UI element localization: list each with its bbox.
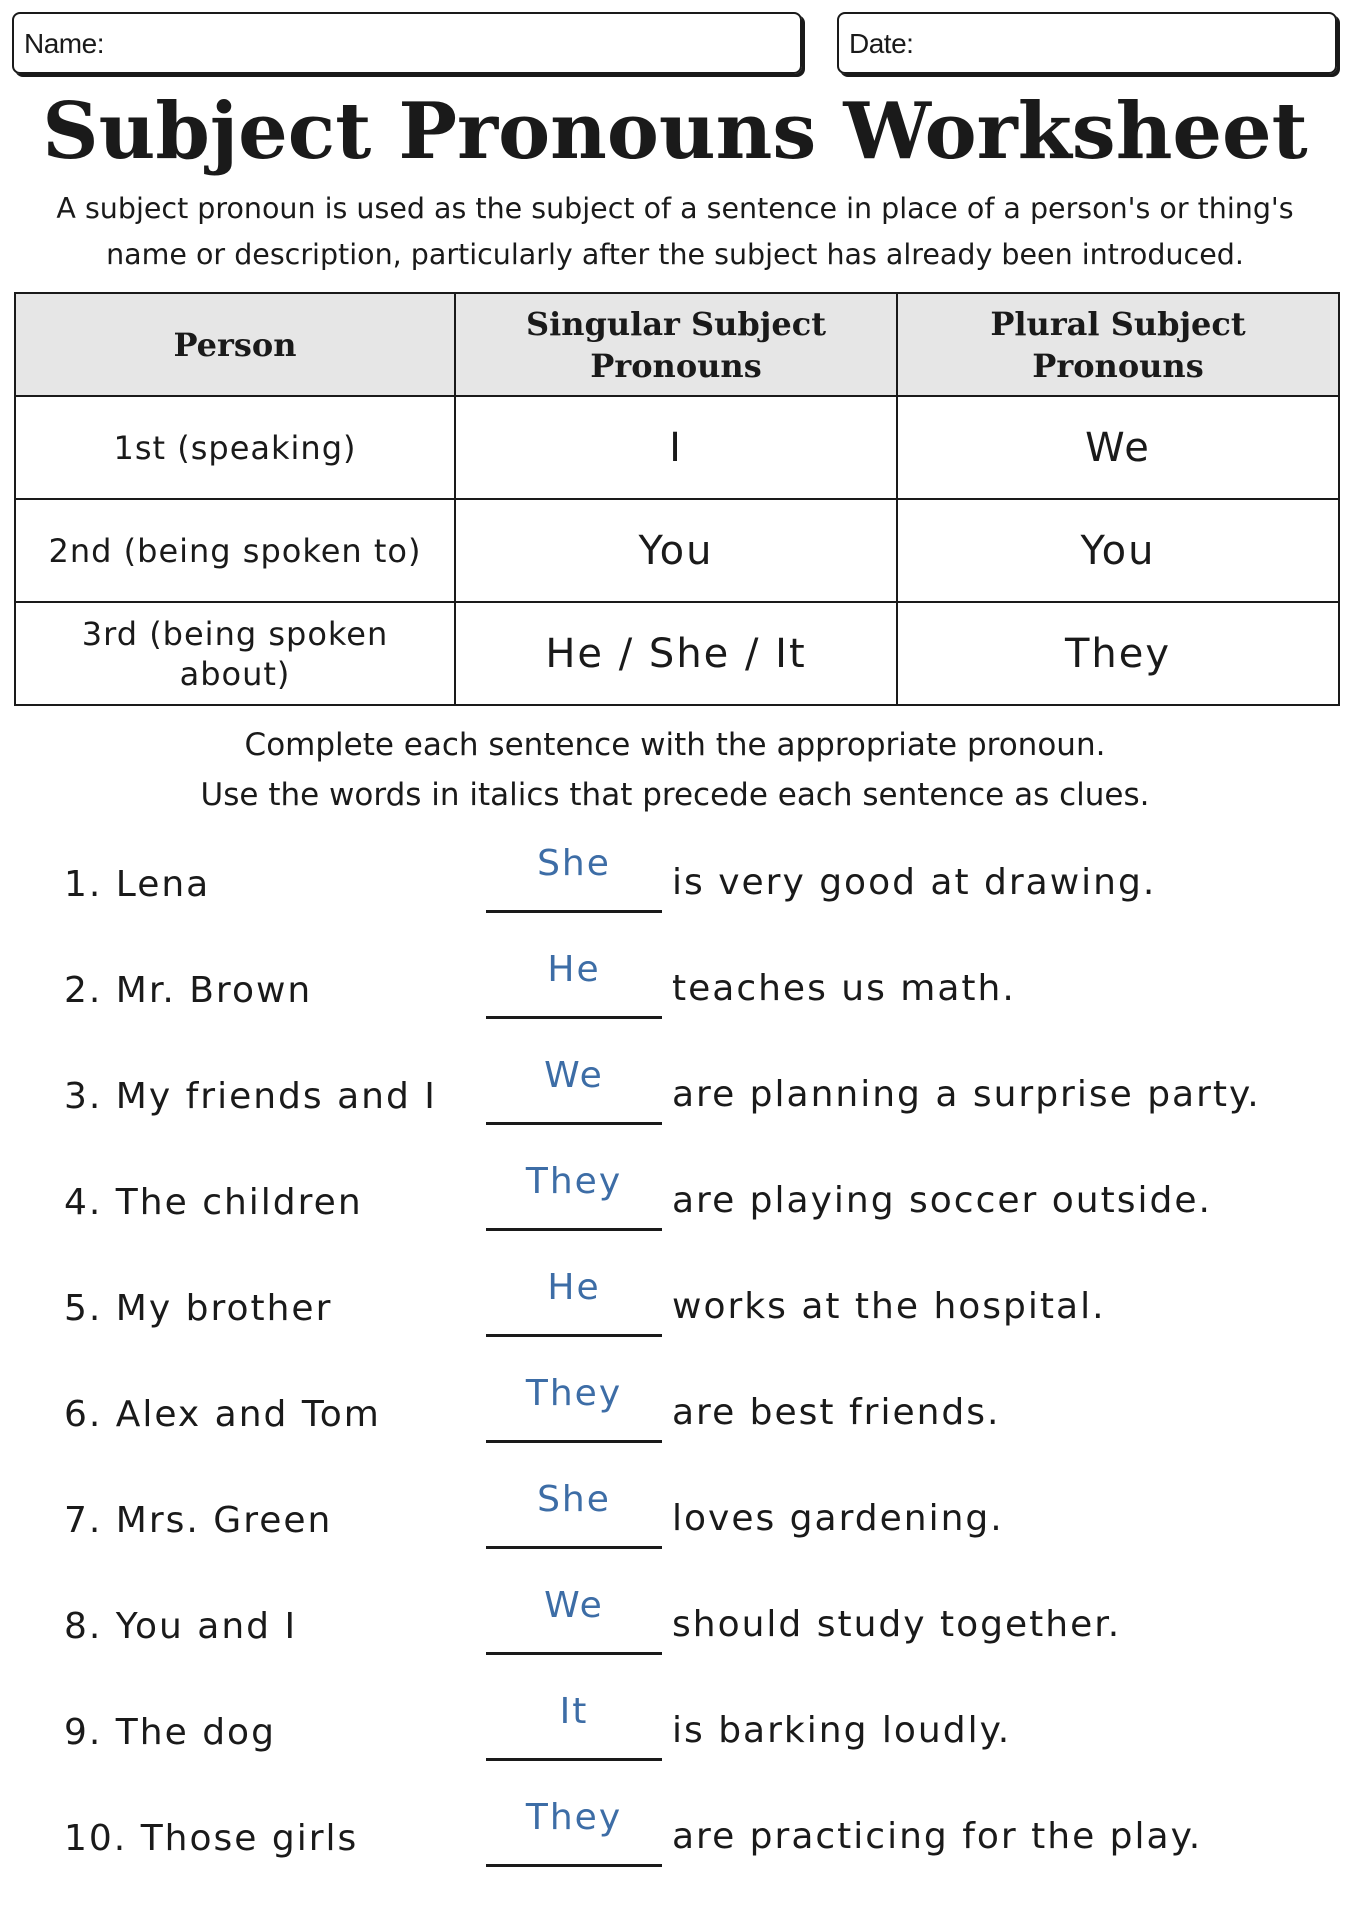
instructions-line-2: Use the words in italics that precede each sentence as clues.: [200, 777, 1150, 813]
instructions-line-1: Complete each sentence with the appropriate pronoun.: [244, 727, 1106, 763]
plural-cell: You: [897, 499, 1339, 602]
answer-text: We: [544, 1055, 604, 1096]
question-row: [0, 1373, 1350, 1488]
question-row: [0, 1691, 1350, 1806]
header-singular: Singular Subject Pronouns: [455, 293, 897, 396]
date-field[interactable]: [837, 12, 1337, 74]
answer-text: She: [537, 1479, 611, 1520]
answer-text: We: [544, 1585, 604, 1626]
question-clue: 10. Those girls: [64, 1818, 359, 1859]
answer-blank[interactable]: [486, 843, 662, 913]
question-row: [0, 1479, 1350, 1594]
sentence-rest: teaches us math.: [672, 968, 1016, 1009]
answer-text: They: [525, 1797, 623, 1838]
answer-blank[interactable]: [486, 1267, 662, 1337]
table-row: [15, 396, 1339, 499]
sentence-rest: loves gardening.: [672, 1498, 1004, 1539]
answer-blank[interactable]: [486, 1691, 662, 1761]
question-row: [0, 1797, 1350, 1912]
answer-text: He: [547, 1267, 601, 1308]
plural-cell: They: [897, 602, 1339, 705]
answer-blank[interactable]: [486, 1797, 662, 1867]
answer-blank[interactable]: [486, 1161, 662, 1231]
person-cell: 1st (speaking): [15, 396, 455, 499]
question-list: [0, 843, 1350, 1912]
question-clue: 5. My brother: [64, 1288, 333, 1329]
table-header-row: [15, 293, 1339, 396]
answer-blank[interactable]: [486, 1055, 662, 1125]
person-cell: 2nd (being spoken to): [15, 499, 455, 602]
answer-blank[interactable]: [486, 1479, 662, 1549]
date-label: Date:: [849, 28, 914, 59]
question-clue: 9. The dog: [64, 1712, 276, 1753]
question-clue: 3. My friends and I: [64, 1076, 437, 1117]
question-row: [0, 949, 1350, 1064]
answer-blank[interactable]: [486, 949, 662, 1019]
sentence-rest: are practicing for the play.: [672, 1816, 1203, 1857]
pronoun-table: [14, 292, 1340, 706]
answer-text: It: [559, 1691, 589, 1732]
sentence-rest: is very good at drawing.: [672, 862, 1157, 903]
sentence-rest: should study together.: [672, 1604, 1122, 1645]
intro-paragraph: A subject pronoun is used as the subject of a sentence in place of a person's or thing's name or description, particularly after the subject has already been introduced.: [56, 192, 1294, 271]
question-clue: 7. Mrs. Green: [64, 1500, 333, 1541]
question-row: [0, 1267, 1350, 1382]
plural-cell: We: [897, 396, 1339, 499]
sentence-rest: works at the hospital.: [672, 1286, 1106, 1327]
table-row: [15, 499, 1339, 602]
question-clue: 1. Lena: [64, 864, 211, 905]
person-cell: 3rd (being spoken about): [15, 602, 455, 705]
name-field[interactable]: [12, 12, 802, 74]
question-row: [0, 1585, 1350, 1700]
answer-text: They: [525, 1373, 623, 1414]
page-title: Subject Pronouns Worksheet: [42, 86, 1308, 177]
question-clue: 8. You and I: [64, 1606, 298, 1647]
name-label: Name:: [24, 28, 104, 59]
answer-text: He: [547, 949, 601, 990]
header-person: Person: [15, 293, 455, 396]
question-clue: 4. The children: [64, 1182, 363, 1223]
header-plural: Plural Subject Pronouns: [897, 293, 1339, 396]
singular-cell: You: [455, 499, 897, 602]
question-clue: 2. Mr. Brown: [64, 970, 313, 1011]
sentence-rest: is barking loudly.: [672, 1710, 1012, 1751]
answer-blank[interactable]: [486, 1585, 662, 1655]
answer-blank[interactable]: [486, 1373, 662, 1443]
sentence-rest: are planning a surprise party.: [672, 1074, 1261, 1115]
question-row: [0, 1161, 1350, 1276]
instructions: [0, 720, 1350, 820]
question-clue: 6. Alex and Tom: [64, 1394, 381, 1435]
singular-cell: I: [455, 396, 897, 499]
sentence-rest: are best friends.: [672, 1392, 1001, 1433]
answer-text: They: [525, 1161, 623, 1202]
question-row: [0, 1055, 1350, 1170]
table-row: [15, 602, 1339, 705]
answer-text: She: [537, 843, 611, 884]
sentence-rest: are playing soccer outside.: [672, 1180, 1212, 1221]
singular-cell: He / She / It: [455, 602, 897, 705]
question-row: [0, 843, 1350, 958]
